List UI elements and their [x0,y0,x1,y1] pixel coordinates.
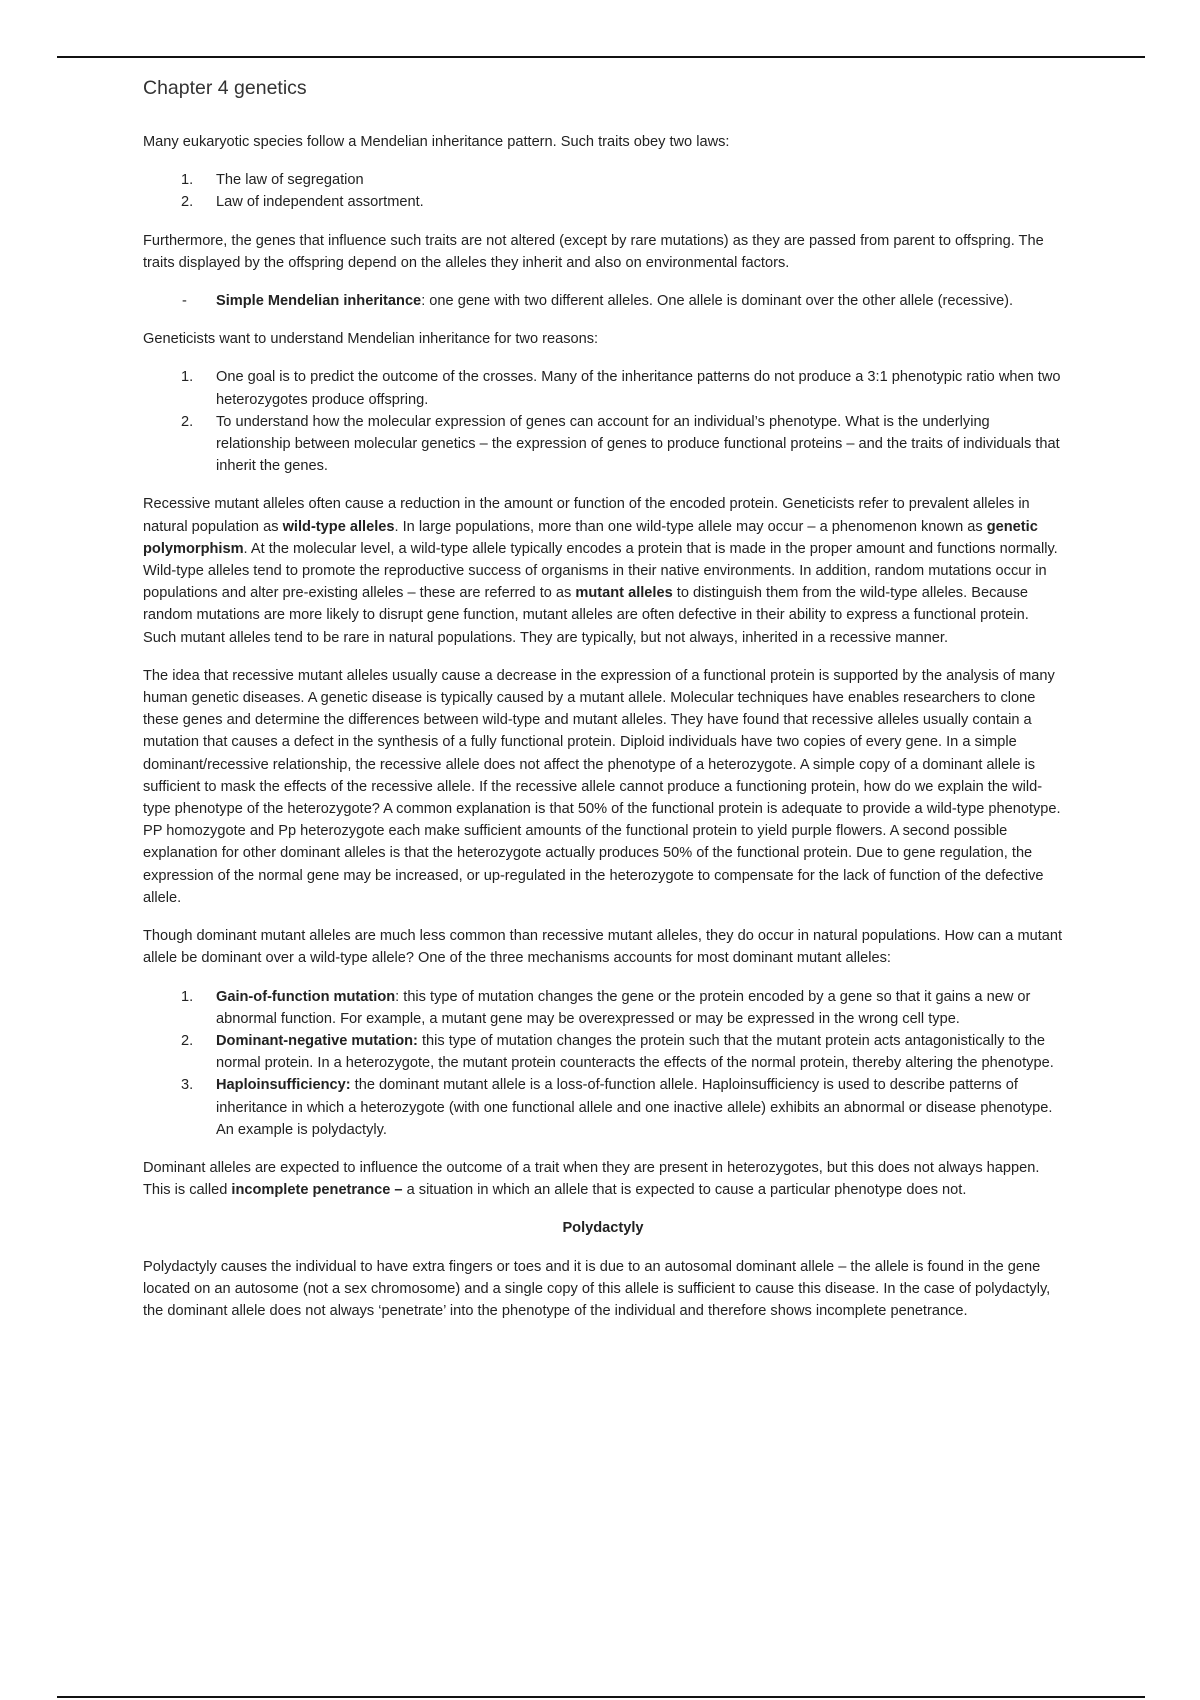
list-item [143,191,1063,213]
recessive-alleles-paragraph [143,493,1063,648]
list-item-text: this type of mutation changes the protein such that the mutant protein acts antagonistically to the normal protein. In a heterozygote, the mutant protein counteracts the effects of the normal protein, thereby altering the phenotype. [216,1032,1054,1072]
bottom-rule [57,1696,1145,1698]
list-item-text: : this type of mutation changes the gene or the protein encoded by a gene so that it gains a new or abnormal function. For example, a mutant gene may be overexpressed or may be expressed in the wrong cell type. [216,988,1031,1027]
definition-text: : one gene with two different alleles. One allele is dominant over the other allele (recessive). [421,293,1014,310]
list-item [143,986,1063,1030]
dash-marker: - [182,293,187,310]
list-item [143,411,1063,478]
reasons-intro-paragraph: Geneticists want to understand Mendelian inheritance for two reasons: [143,331,599,348]
text-run: Dominant alleles are expected to influence the outcome of a trait when they are present in heterozygotes, but this does not always happen. This is called [143,1159,1040,1199]
list-number: 1. [181,988,194,1005]
top-rule [57,56,1145,58]
list-item-text: The law of segregation [216,172,364,189]
list-item [143,169,1063,191]
term-dominant-negative: Dominant-negative mutation: [216,1032,418,1049]
definition-list [143,290,1063,312]
term-haploinsufficiency: Haploinsufficiency: [216,1077,351,1094]
text-run: a situation in which an allele that is expected to cause a particular phenotype does not. [402,1182,967,1199]
list-item-text: One goal is to predict the outcome of the crosses. Many of the inheritance patterns do not produce a 3:1 phenotypic ratio when two heterozygotes produce offspring. [216,369,1061,408]
list-item-text: Law of independent assortment. [216,194,424,211]
laws-list [143,169,1063,213]
list-item [143,366,1063,410]
text-run: Recessive mutant alleles often cause a reduction in the amount or function of the encoded protein. Geneticists refer to prevalent alleles in natural population as [143,496,1030,535]
polydactyly-heading: Polydactyly [562,1220,644,1237]
list-number: 2. [181,194,194,211]
list-item-text: the dominant mutant allele is a loss-of-function allele. Haploinsufficiency is used to describe patterns of inheritance in which a heterozygote (with one functional allele and one inactive allele) exhibits an abnormal or disease phenotype. An example is polydactyly. [216,1077,1053,1138]
list-number: 1. [181,369,194,386]
list-item [143,1030,1063,1074]
mechanisms-list [143,986,1063,1141]
term-gain-of-function: Gain-of-function mutation [216,988,396,1005]
text-run: to distinguish them from the wild-type alleles. Because random mutations are more likely to disrupt gene function, mutant alleles are often defective in their ability to express a functional protein. Such mutant alleles tend to be rare in natural populations. They are typically, but not always, inherited in a recessive manner. [143,585,1029,646]
list-number: 3. [181,1077,194,1094]
list-item-text: To understand how the molecular expression of genes can account for an individual’s phenotype. What is the underlying relationship between molecular genetics – the expression of genes to produce functional proteins – and the traits of individuals that inherit the genes. [216,413,1060,475]
text-run: . At the molecular level, a wild-type allele typically encodes a protein that is made in the proper amount and functions normally. Wild-type alleles tend to promote the reproductive success of organisms in their native environments. In addition, random mutations occur in populations and alter pre-existing alleles – these are referred to as [143,540,1058,602]
page-title: Chapter 4 genetics [143,77,307,99]
term-simple-mendelian: Simple Mendelian inheritance [216,293,422,310]
reasons-list [143,366,1063,477]
polydactyly-paragraph: Polydactyly causes the individual to have extra fingers or toes and it is due to an autosomal dominant allele – the allele is found in the gene located on an autosome (not a sex chromosome) and a single copy of this allele is sufficient to cause this disease. In the case of polydactyly, the dominant allele does not always ‘penetrate’ into the phenotype of the individual and therefore shows incomplete penetrance. [143,1258,1051,1319]
list-number: 1. [181,172,194,189]
term-genetic-polymorphism: genetic polymorphism [143,518,1038,557]
penetrance-paragraph [143,1157,1063,1201]
term-incomplete-penetrance: incomplete penetrance – [231,1182,403,1199]
list-number: 2. [181,1032,194,1049]
list-item [143,290,1063,312]
term-mutant-alleles: mutant alleles [575,585,673,602]
intro-paragraph: Many eukaryotic species follow a Mendelian inheritance pattern. Such traits obey two laws: [143,134,730,150]
list-number: 2. [181,413,194,430]
list-item [143,1074,1063,1141]
term-wild-type-alleles: wild-type alleles [282,518,395,535]
genes-paragraph: Furthermore, the genes that influence such traits are not altered (except by rare mutations) as they are passed from parent to offspring. The traits displayed by the offspring depend on the alleles they inherit and also on environmental factors. [143,232,1044,271]
dominant-mutant-paragraph: Though dominant mutant alleles are much less common than recessive mutant alleles, they do occur in natural populations. How can a mutant allele be dominant over a wild-type allele? One of the three mechanisms accounts for most dominant mutant alleles: [143,928,1063,967]
text-run: . In large populations, more than one wild-type allele may occur – a phenomenon known as [394,518,987,535]
document-body [143,72,1063,1338]
genetic-disease-paragraph: The idea that recessive mutant alleles usually cause a decrease in the expression of a functional protein is supported by the analysis of many human genetic diseases. A genetic disease is typically caused by a mutant allele. Molecular techniques have enables researchers to clone these genes and determine the differences between wild-type and mutant alleles. They have found that recessive alleles usually contain a mutation that causes a defect in the synthesis of a fully functional protein. Diploid individuals have two copies of every gene. In a simple dominant/recessive relationship, the recessive allele does not affect the phenotype of a heterozygote. A simple copy of a dominant allele is sufficient to mask the effects of the recessive allele. If the recessive allele cannot produce a functioning protein, how do we explain the wild-type phenotype of the heterozygote? A common explanation is that 50% of the functional protein is adequate to provide a wild-type phenotype. PP homozygote and Pp heterozygote each make sufficient amounts of the functional protein to yield purple flowers. A second possible explanation for other dominant alleles is that the heterozygote actually produces 50% of the functional protein. Due to gene regulation, the expression of the normal gene may be increased, or up-regulated in the heterozygote to compensate for the lack of function of the defective allele. [143,667,1061,906]
